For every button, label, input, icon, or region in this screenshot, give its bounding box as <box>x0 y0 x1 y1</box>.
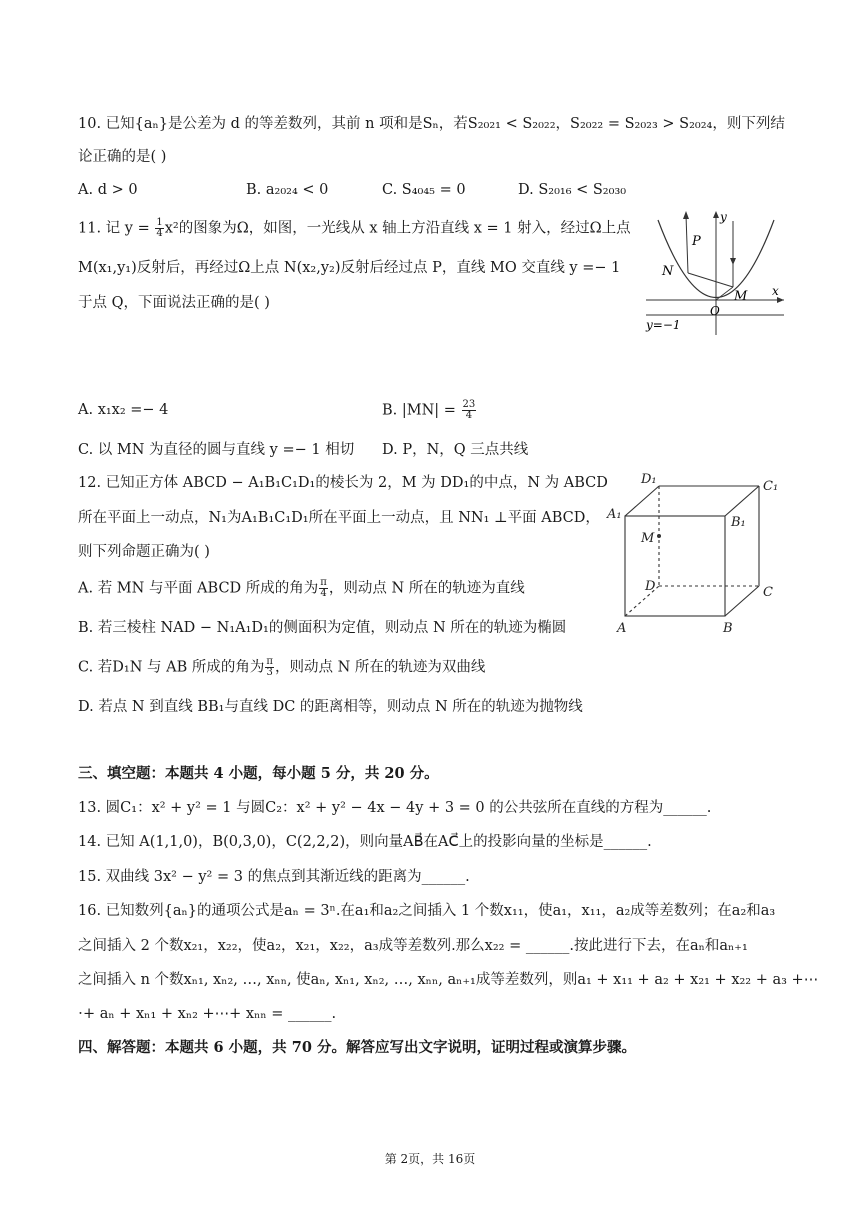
label-m: M <box>641 531 655 546</box>
q15: 15. 双曲线 3x² − y² = 3 的焦点到其渐近线的距离为______. <box>78 869 470 885</box>
label-b1: B₁ <box>731 515 746 530</box>
label-b: B <box>723 621 733 636</box>
q11-line2: M(x₁,y₁)反射后，再经过Ω上点 N(x₂,y₂)反射后经过点 P，直线 MO 交直线 y =− 1 <box>78 260 621 276</box>
label-o: O <box>710 304 720 318</box>
label-c1: C₁ <box>763 479 779 494</box>
q11-option-a: A. x₁x₂ =− 4 <box>78 402 169 418</box>
label-d: D <box>645 579 656 594</box>
q10-line2: 论正确的是( ) <box>78 149 167 165</box>
q16-line4: ⋅+ aₙ + xₙ₁ + xₙ₂ +⋯+ xₙₙ = ______. <box>78 1006 337 1022</box>
q11-line1: 11. 记 y = $\frac{1}{4}$ x²的图象为Ω，如图，一光线从 x 轴上方沿直线 x = 1 射入，经过Ω上点 <box>78 217 631 239</box>
q16-line2: 之间插入 2 个数x₂₁，x₂₂，使a₂，x₂₁，x₂₂，a₃成等差数列.那么x₂₂ = ______.按此进行下去，在aₙ和aₙ₊₁ <box>78 938 748 954</box>
label-y: y <box>720 210 727 224</box>
label-c: C <box>763 585 773 600</box>
q11-option-c: C. 以 MN 为直径的圆与直线 y =− 1 相切 <box>78 442 355 458</box>
label-p: P <box>692 234 701 249</box>
cube-figure <box>605 468 785 640</box>
q10-option-a: A. d > 0 <box>78 182 138 198</box>
label-line: y=−1 <box>646 318 681 332</box>
q11-option-d: D. P，N，Q 三点共线 <box>382 442 529 458</box>
q12-line1: 12. 已知正方体 ABCD − A₁B₁C₁D₁的棱长为 2，M 为 DD₁的中点，N 为 ABCD <box>78 475 608 491</box>
label-m: M <box>734 289 748 304</box>
page-footer: 第 2页，共 16页 <box>384 1152 476 1166</box>
q10-option-d: D. S₂₀₁₆ < S₂₀₃₀ <box>518 182 627 198</box>
q12-option-b: B. 若三棱柱 NAD − N₁A₁D₁的侧面积为定值，则动点 N 所在的轨迹为椭圆 <box>78 620 567 636</box>
fraction-quarter: $\frac{1}{4}$ <box>156 217 163 239</box>
q10-option-b: B. a₂₀₂₄ < 0 <box>246 182 329 198</box>
q10-option-c: C. S₄₀₄₅ = 0 <box>382 182 466 198</box>
q11-option-b: B. |MN| = $\frac{23}{4}$ <box>382 399 476 421</box>
q13: 13. 圆C₁：x² + y² = 1 与圆C₂：x² + y² − 4x − 4y + 3 = 0 的公共弦所在直线的方程为______. <box>78 800 712 816</box>
q12-line3: 则下列命题正确为( ) <box>78 544 210 560</box>
q12-option-d: D. 若点 N 到直线 BB₁与直线 DC 的距离相等，则动点 N 所在的轨迹为抛物线 <box>78 699 583 715</box>
q16-line1: 16. 已知数列{aₙ}的通项公式是aₙ = 3ⁿ.在a₁和a₂之间插入 1 个数x₁₁，使a₁，x₁₁，a₂成等差数列；在a₂和a₃ <box>78 903 776 919</box>
q11-line3: 于点 Q，下面说法正确的是( ) <box>78 295 270 311</box>
parabola-figure <box>638 205 788 340</box>
label-x: x <box>772 284 779 298</box>
label-d1: D₁ <box>641 472 657 487</box>
label-a: A <box>617 621 627 636</box>
q16-line3: 之间插入 n 个数xₙ₁, xₙ₂, …, xₙₙ, 使aₙ, xₙ₁, xₙ₂, …, xₙₙ, aₙ₊₁成等差数列，则a₁ + x₁₁ + a₂ + x₂₁ + x₂₂ + a₃ +⋯ <box>78 972 819 988</box>
q10-line1: 10. 已知{aₙ}是公差为 d 的等差数列，其前 n 项和是Sₙ，若S₂₀₂₁ < S₂₀₂₂，S₂₀₂₂ = S₂₀₂₃ > S₂₀₂₄，则下列结 <box>78 116 785 132</box>
q12-option-a: A. 若 MN 与平面 ABCD 所成的角为 $\frac{\pi}{4}$ ，则动点 N 所在的轨迹为直线 <box>78 577 525 599</box>
q14: 14. 已知 A(1,1,0)，B(0,3,0)，C(2,2,2)，则向量AB⃗在AC⃗上的投影向量的坐标是______. <box>78 834 652 850</box>
label-a1: A₁ <box>607 507 622 522</box>
q12-option-c: C. 若D₁N 与 AB 所成的角为 $\frac{\pi}{3}$ ，则动点 N 所在的轨迹为双曲线 <box>78 656 486 678</box>
section-4-heading: 四、解答题：本题共 6 小题，共 70 分。解答应写出文字说明，证明过程或演算步骤。 <box>78 1039 636 1056</box>
section-3-heading: 三、填空题：本题共 4 小题，每小题 5 分，共 20 分。 <box>78 765 439 782</box>
label-n: N <box>662 264 674 279</box>
q12-line2: 所在平面上一动点，N₁为A₁B₁C₁D₁所在平面上一动点，且 NN₁ ⊥平面 ABCD， <box>78 510 600 526</box>
